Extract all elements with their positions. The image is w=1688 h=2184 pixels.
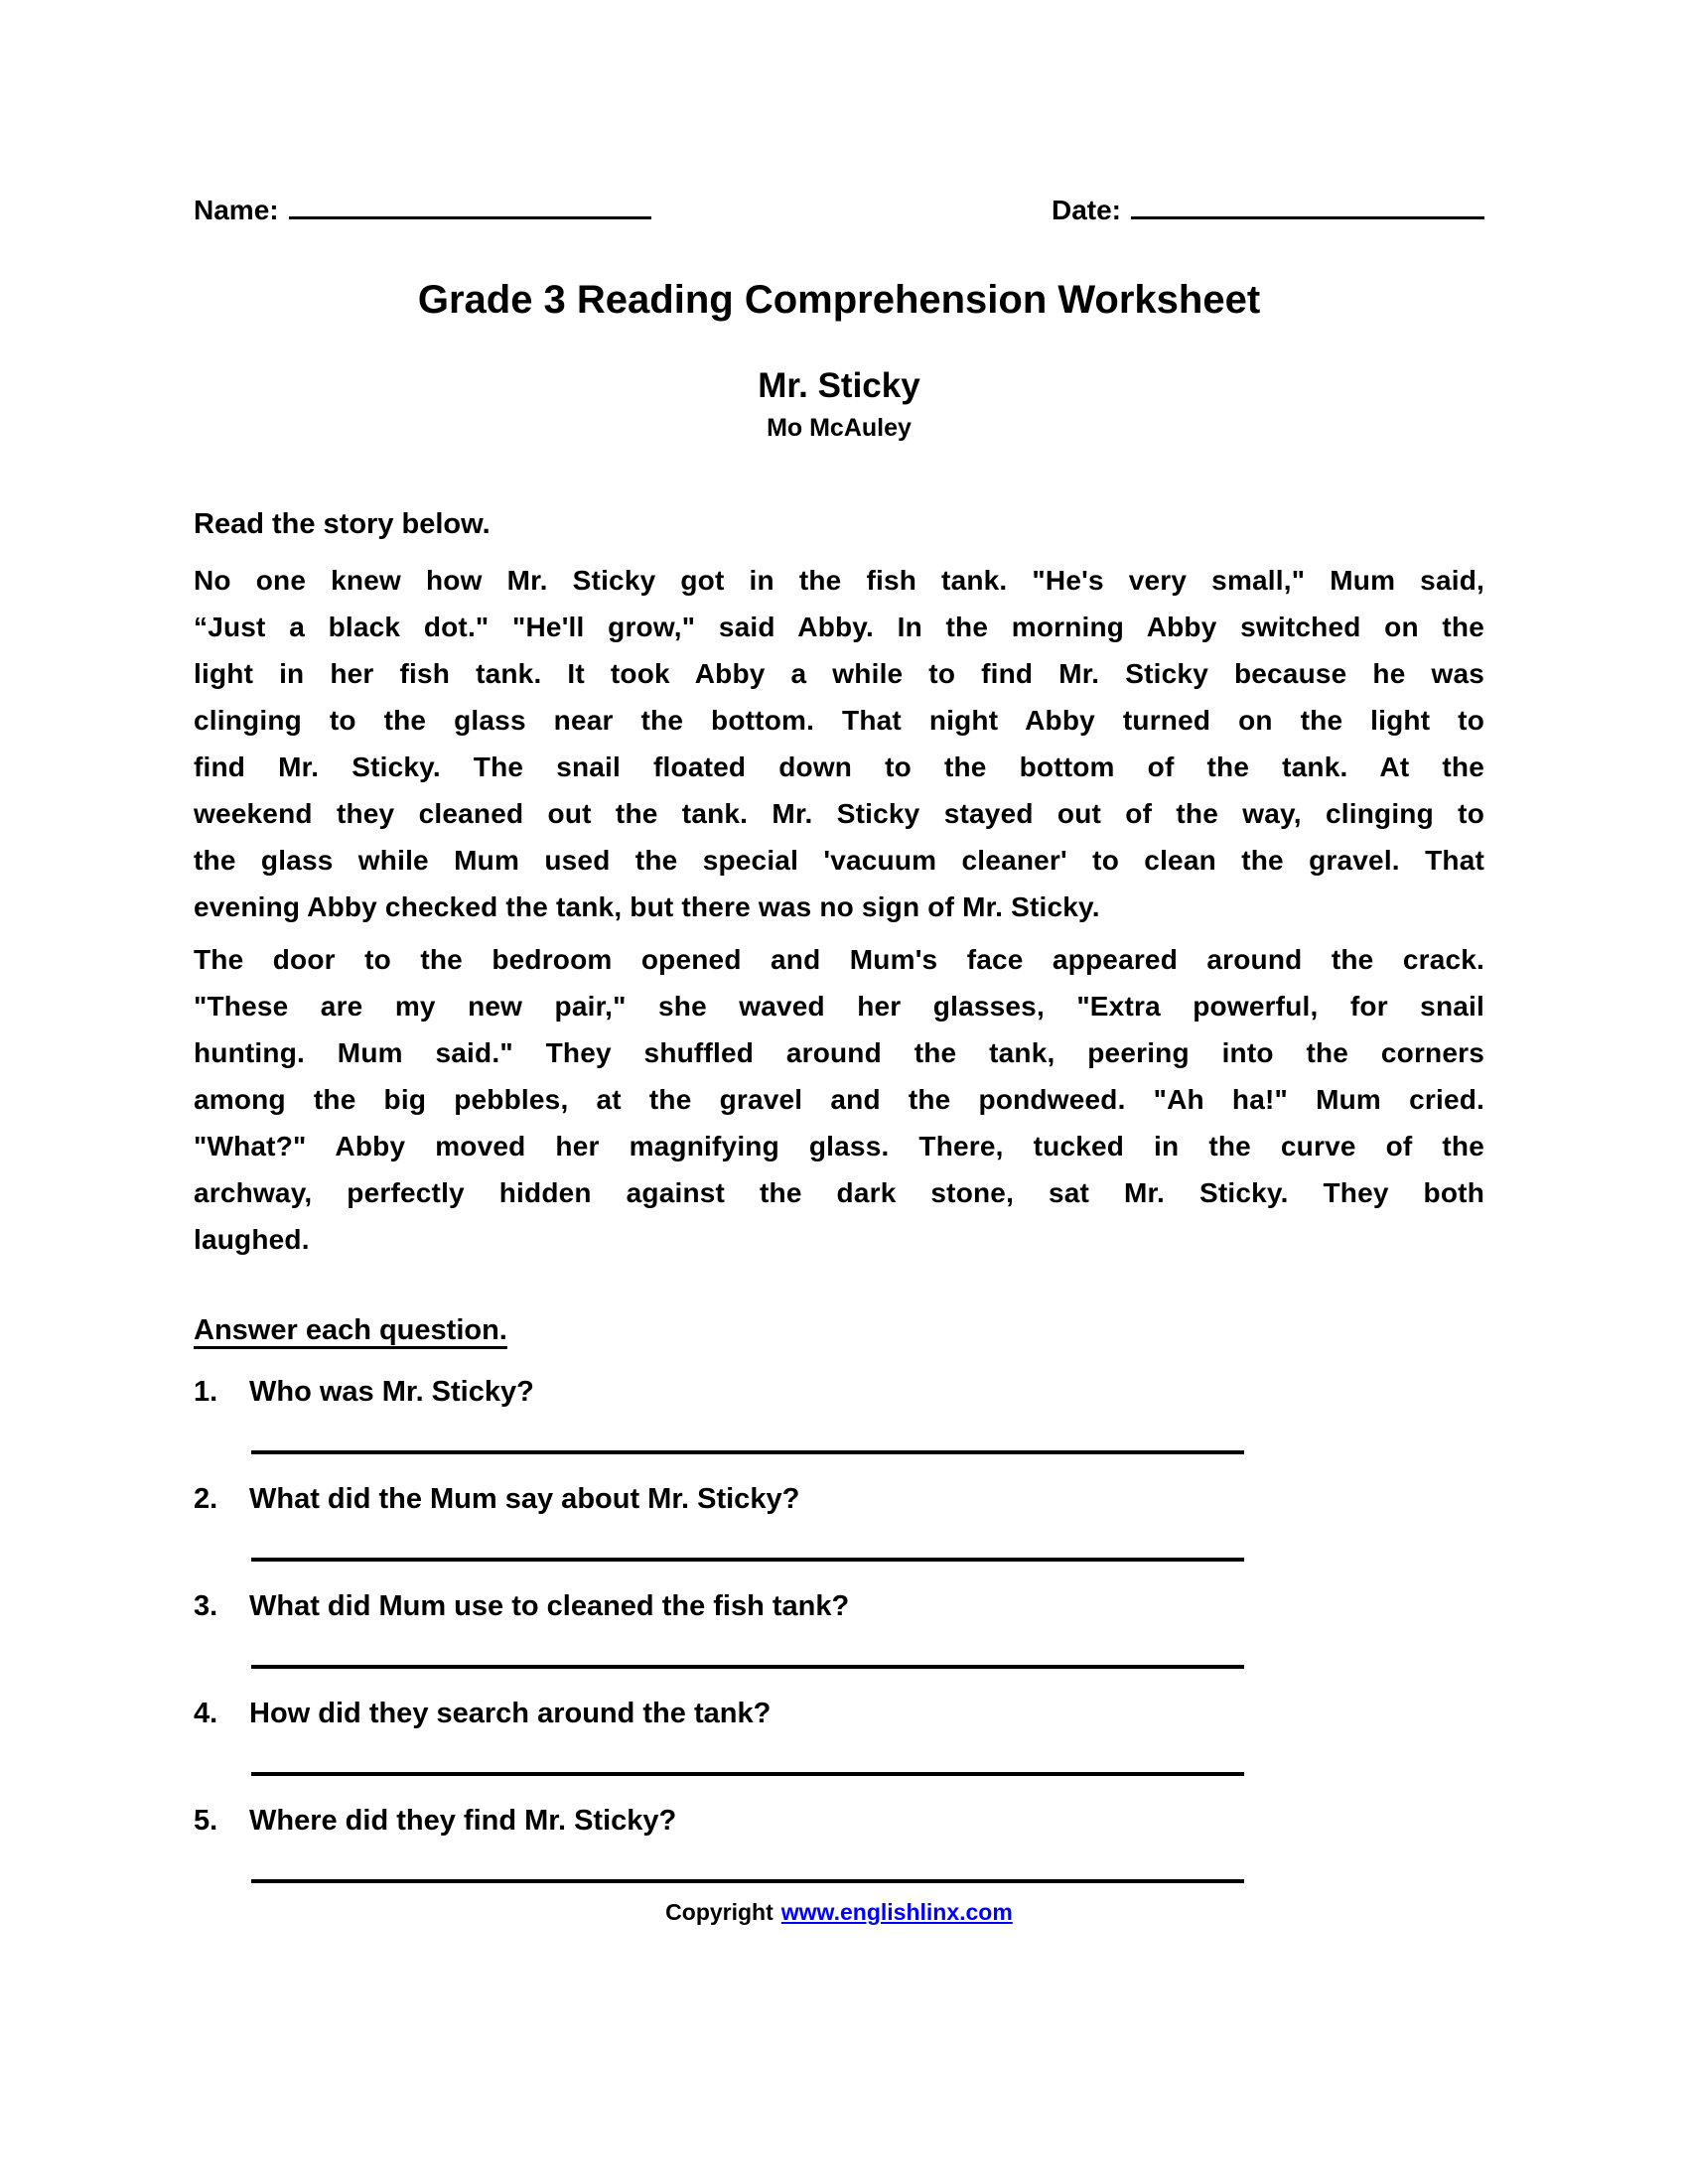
- story-line: the glass while Mum used the special 'vacuum cleaner' to clean the gravel. That: [194, 845, 1484, 876]
- question-number: 5.: [194, 1805, 218, 1837]
- story-line: clinging to the glass near the bottom. That night Abby turned on the light to: [194, 705, 1484, 736]
- story-line: The door to the bedroom opened and Mum's face appeared around the crack.: [194, 944, 1484, 975]
- header: [194, 191, 1484, 226]
- question-item-1: [194, 1373, 1484, 1411]
- story-line: hunting. Mum said." They shuffled around the tank, peering into the corners: [194, 1037, 1484, 1068]
- story-line: "What?" Abby moved her magnifying glass. There, tucked in the curve of the: [194, 1131, 1484, 1161]
- story-author: Mo McAuley: [767, 414, 912, 442]
- page-title: Grade 3 Reading Comprehension Worksheet: [417, 278, 1261, 322]
- story-text: [194, 557, 1484, 1263]
- read-instruction: Read the story below.: [194, 508, 491, 540]
- date-label: Date:: [1051, 195, 1121, 225]
- name-blank-line: [289, 191, 651, 219]
- footer-link[interactable]: www.englishlinx.com: [780, 1899, 1013, 1925]
- story-line: archway, perfectly hidden against the dark stone, sat Mr. Sticky. They both: [194, 1177, 1484, 1208]
- answer-blank-line-2: [251, 1558, 1244, 1562]
- story-line: laughed.: [194, 1224, 310, 1255]
- story-paragraph-2: [194, 936, 1484, 1263]
- name-label: Name:: [194, 195, 279, 225]
- answer-heading: Answer each question.: [194, 1314, 507, 1346]
- answer-blank-line-4: [251, 1772, 1244, 1776]
- questions-section: [194, 1373, 1484, 1883]
- story-line: “Just a black dot." "He'll grow," said Abby. In the morning Abby switched on the: [194, 612, 1484, 642]
- copyright-label: Copyright: [665, 1899, 774, 1925]
- story-line: "These are my new pair," she waved her glasses, "Extra powerful, for snail: [194, 991, 1484, 1022]
- question-number: 2.: [194, 1483, 218, 1515]
- answer-blank-line-3: [251, 1665, 1244, 1669]
- story-line: No one knew how Mr. Sticky got in the fish tank. "He's very small," Mum said,: [194, 565, 1484, 596]
- story-line: among the big pebbles, at the gravel and the pondweed. "Ah ha!" Mum cried.: [194, 1084, 1484, 1115]
- question-text: How did they search around the tank?: [249, 1698, 772, 1729]
- question-text: What did Mum use to cleaned the fish tank?: [249, 1590, 850, 1622]
- story-line: light in her fish tank. It took Abby a while to find Mr. Sticky because he was: [194, 658, 1484, 689]
- question-number: 4.: [194, 1698, 218, 1729]
- story-line: weekend they cleaned out the tank. Mr. Sticky stayed out of the way, clinging to: [194, 798, 1484, 829]
- answer-blank-line-1: [251, 1450, 1244, 1454]
- question-text: Who was Mr. Sticky?: [249, 1376, 534, 1408]
- story-line: find Mr. Sticky. The snail floated down to the bottom of the tank. At the: [194, 751, 1484, 782]
- question-item-5: [194, 1802, 1484, 1840]
- answer-blank-line-5: [251, 1879, 1244, 1883]
- name-field: [194, 191, 651, 226]
- question-text: Where did they find Mr. Sticky?: [249, 1805, 677, 1837]
- footer: [194, 1899, 1484, 1926]
- story-title: Mr. Sticky: [758, 366, 920, 405]
- date-field: [1052, 191, 1484, 226]
- question-text: What did the Mum say about Mr. Sticky?: [249, 1483, 800, 1515]
- story-paragraph-1: [194, 557, 1484, 930]
- question-item-4: [194, 1695, 1484, 1732]
- date-blank-line: [1131, 191, 1484, 219]
- question-item-3: [194, 1587, 1484, 1625]
- question-number: 1.: [194, 1376, 218, 1408]
- question-item-2: [194, 1480, 1484, 1518]
- story-line: evening Abby checked the tank, but there was no sign of Mr. Sticky.: [194, 891, 1100, 922]
- question-number: 3.: [194, 1590, 218, 1622]
